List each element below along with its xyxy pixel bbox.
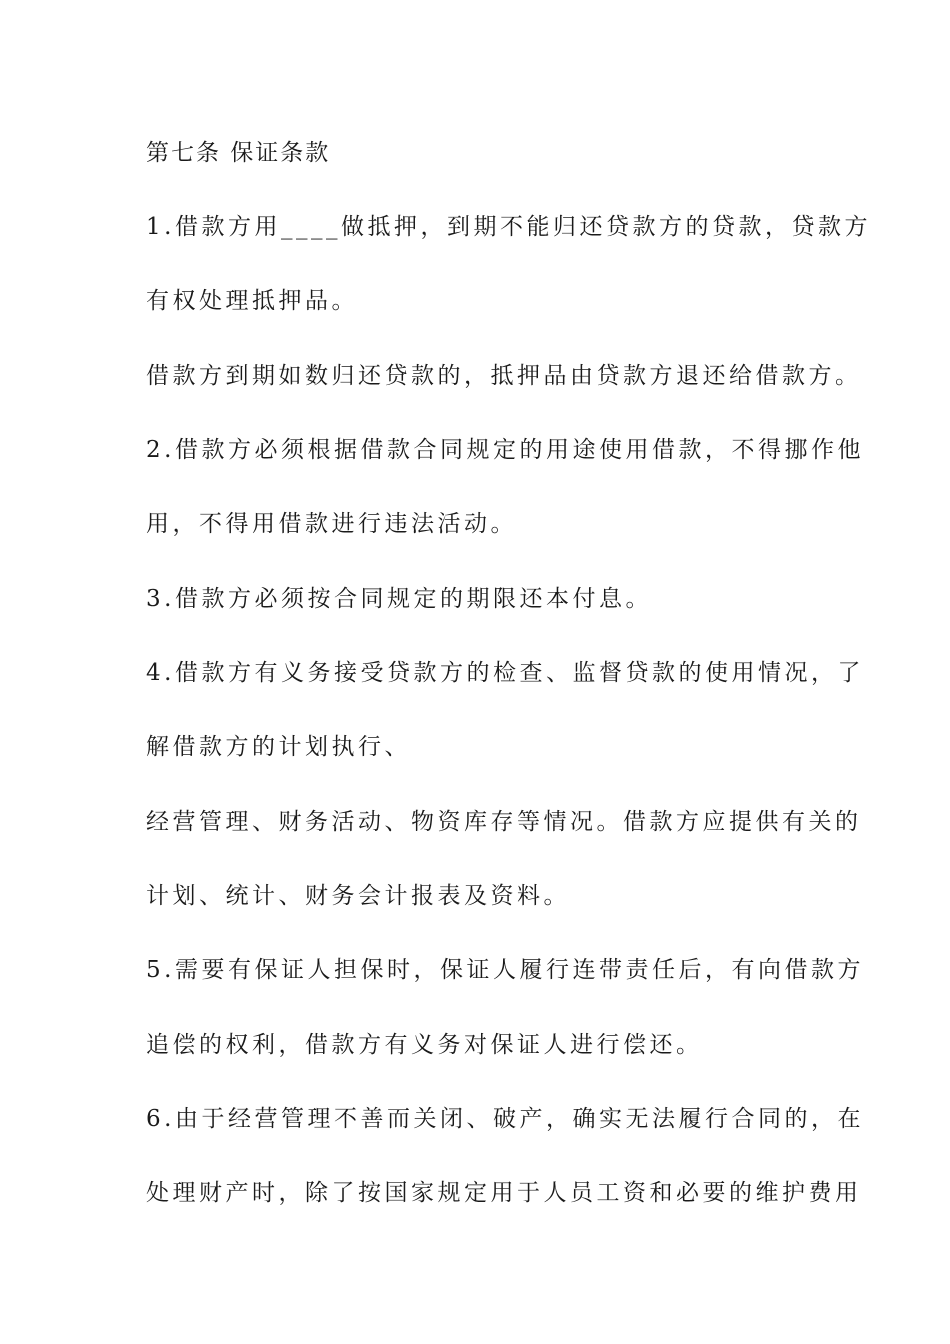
section-heading: 第七条 保证条款 [146, 140, 331, 166]
paragraph-line: 1.借款方用____做抵押，到期不能归还贷款方的贷款，贷款方 [146, 214, 871, 240]
paragraph-line: 2.借款方必须根据借款合同规定的用途使用借款，不得挪作他 [146, 437, 864, 463]
paragraph-line: 经营管理、财务活动、物资库存等情况。借款方应提供有关的 [146, 809, 862, 835]
paragraph-line: 3.借款方必须按合同规定的期限还本付息。 [146, 586, 652, 612]
paragraph-line: 处理财产时，除了按国家规定用于人员工资和必要的维护费用 [146, 1180, 862, 1206]
paragraph-line: 有权处理抵押品。 [146, 288, 358, 314]
paragraph-line: 6.由于经营管理不善而关闭、破产，确实无法履行合同的，在 [146, 1106, 864, 1132]
paragraph-line: 解借款方的计划执行、 [146, 734, 411, 760]
paragraph-line: 计划、统计、财务会计报表及资料。 [146, 883, 570, 909]
paragraph-line: 4.借款方有义务接受贷款方的检查、监督贷款的使用情况，了 [146, 660, 864, 686]
paragraph-line: 5.需要有保证人担保时，保证人履行连带责任后，有向借款方 [146, 957, 864, 983]
paragraph-line: 追偿的权利，借款方有义务对保证人进行偿还。 [146, 1032, 703, 1058]
paragraph-line: 用，不得用借款进行违法活动。 [146, 511, 517, 537]
paragraph-line: 借款方到期如数归还贷款的，抵押品由贷款方退还给借款方。 [146, 363, 862, 389]
